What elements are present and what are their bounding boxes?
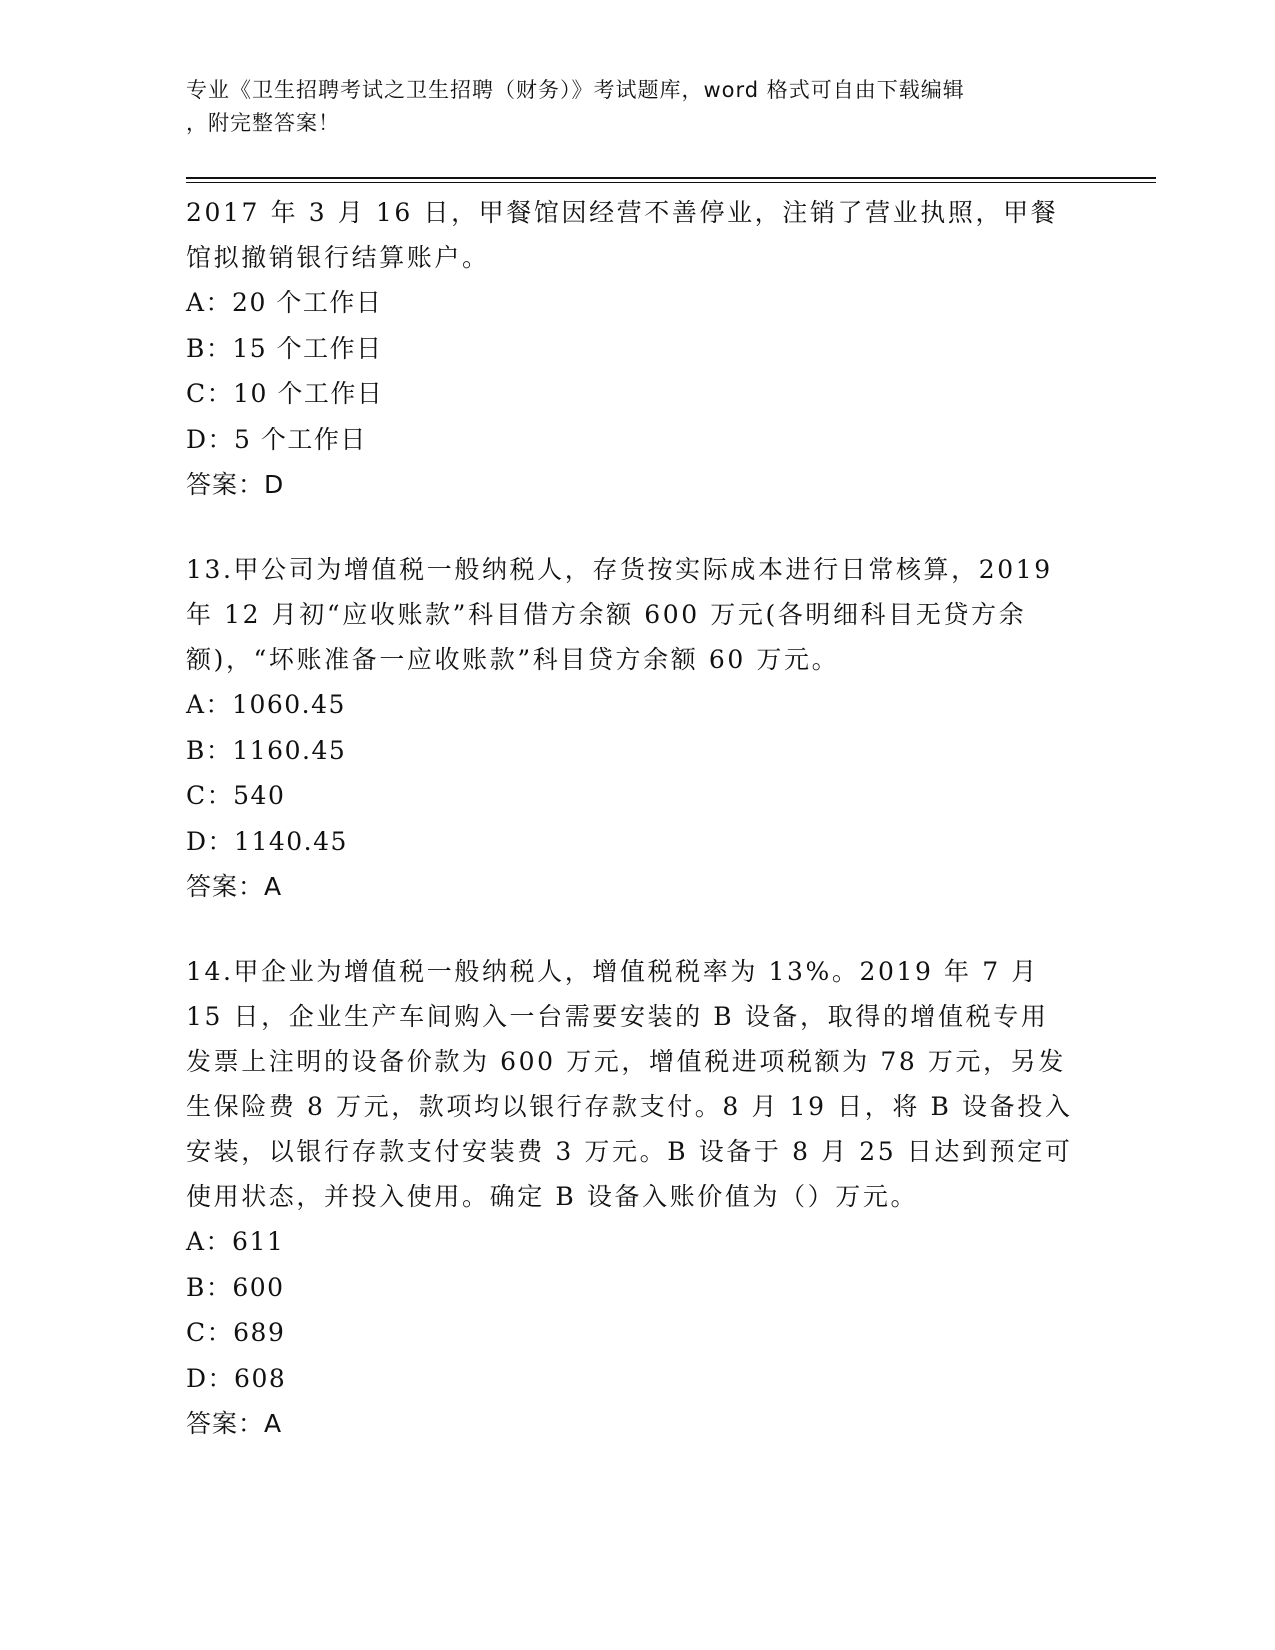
question-text: 2017 年 3 月 16 日，甲餐馆因经营不善停业，注销了营业执照，甲餐馆拟撤销银行结算账户。 <box>186 198 1059 272</box>
header-divider <box>186 177 1156 179</box>
document-header <box>186 74 1066 140</box>
option-b: B：1160.45 <box>186 735 347 765</box>
option-d: D：1140.45 <box>186 826 348 856</box>
option-a: A：20 个工作日 <box>186 288 383 317</box>
option-d: D：5 个工作日 <box>186 424 367 454</box>
option-a: A：611 <box>186 1227 285 1256</box>
question-text: 14.甲企业为增值税一般纳税人，增值税税率为 13%。2019 年 7 月 15 日，企业生产车间购入一台需要安装的 B 设备，取得的增值税专用发票上注明的设备价款为 600 万元，增值税进项税额为 78 万元，另发生保险费 8 万元，款项均以银行存款支付。8 月 19 日，将 B 设备投入安装，以银行存款支付安装费 3 万元。B 设备于 8 月 25 日达到预定可使用状态，并投入使用。确定 B 设备入账价值为（）万元。 <box>186 957 1073 1211</box>
option-c: C：689 <box>186 1318 286 1347</box>
question-block <box>186 547 1076 910</box>
answer-label: 答案：A <box>186 872 283 901</box>
header-line-2: ，附完整答案！ <box>186 111 340 135</box>
option-b: B：15 个工作日 <box>186 333 383 363</box>
answer-label: 答案：D <box>186 470 285 499</box>
option-d: D：608 <box>186 1363 287 1393</box>
question-block <box>186 949 1076 1447</box>
option-a: A：1060.45 <box>186 690 346 719</box>
option-c: C：10 个工作日 <box>186 379 384 408</box>
header-divider-thin <box>186 182 1156 183</box>
question-block <box>186 190 1076 508</box>
option-b: B：600 <box>186 1272 285 1302</box>
answer-label: 答案：A <box>186 1409 283 1438</box>
header-line-1: 专业《卫生招聘考试之卫生招聘（财务）》考试题库，word 格式可自由下载编辑 <box>186 78 965 102</box>
option-c: C：540 <box>186 781 286 810</box>
question-text: 13.甲公司为增值税一般纳税人，存货按实际成本进行日常核算，2019 年 12 月初“应收账款”科目借方余额 600 万元(各明细科目无贷方余额)，“坏账准备一应收账款”科目贷方余额 60 万元。 <box>186 555 1053 674</box>
